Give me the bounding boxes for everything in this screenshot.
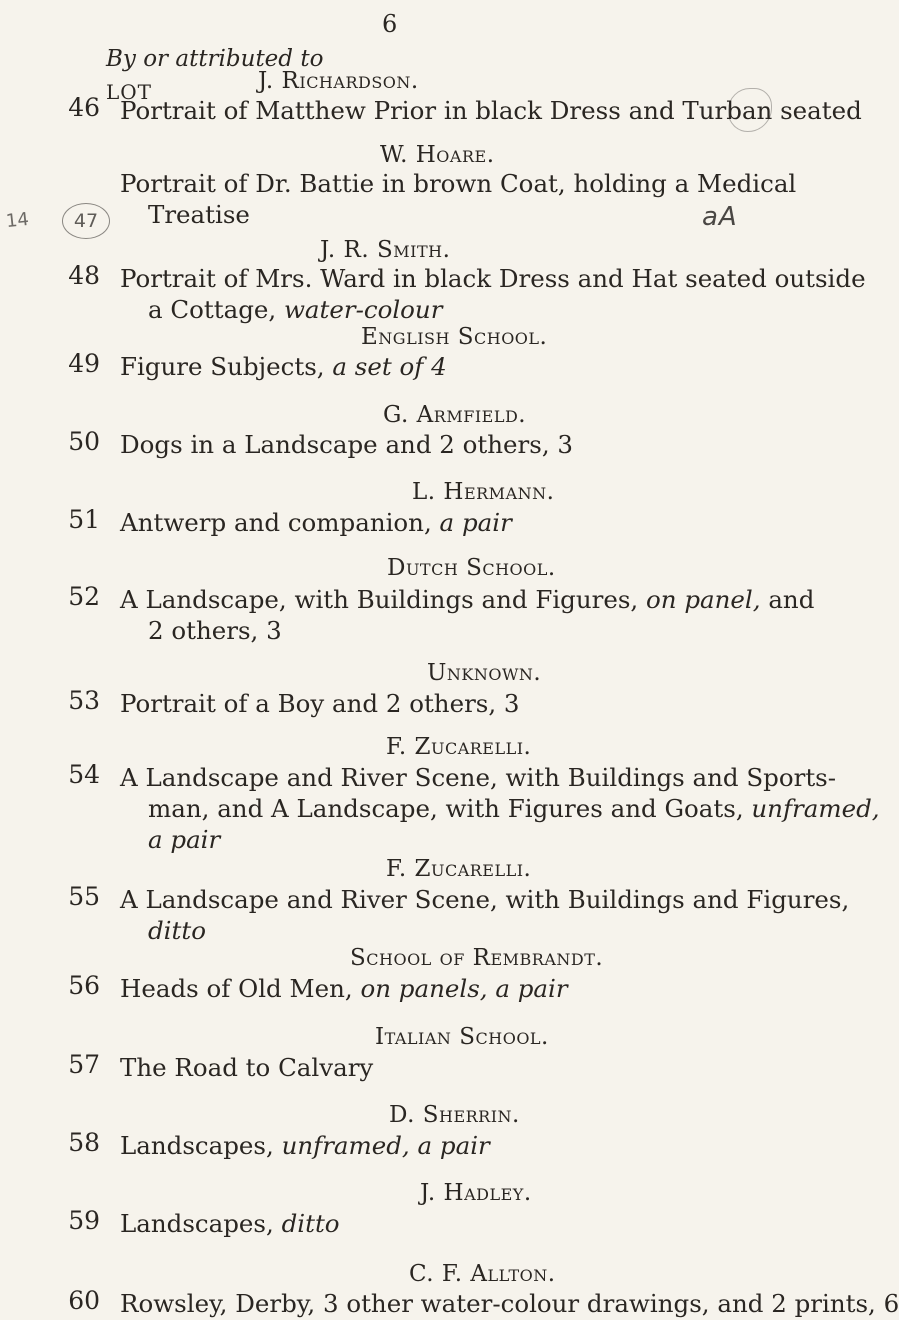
italic-text: unframed, [751,794,880,823]
italic-text: a pair [439,508,512,537]
lot-description-line [120,584,814,615]
lot-column-header: LOT [106,80,153,104]
artist-heading: F. Zucarelli. [386,856,532,882]
artist-heading: W. Hoare. [380,142,495,168]
lot-description-line [120,762,836,793]
lot-description-line [148,793,880,824]
artist-heading: J. Hadley. [420,1180,532,1206]
lot-number: 58 [68,1128,100,1157]
lot-number: 56 [68,971,100,1000]
artist-heading: L. Hermann. [412,479,555,505]
lot-description-line [120,263,866,294]
artist-heading: School of Rembrandt. [350,945,604,971]
italic-text: on panels, a pair [360,974,568,1003]
lot-description-line [120,507,512,538]
artist-heading: Italian School. [375,1024,549,1050]
text: Portrait of Mrs. Ward in black Dress and Hat seated outside [120,264,866,293]
italic-text: water-colour [283,295,443,324]
page-number: 6 [382,10,398,38]
artist-heading: J. Richardson. [258,68,419,94]
text: A Landscape, with Buildings and Figures, [120,585,647,614]
lot-number: 46 [68,93,100,122]
lot-description-line [148,824,220,855]
lot-number: 50 [68,427,100,456]
artist-heading: G. Armfield. [383,402,527,428]
text: Landscapes, [120,1209,282,1238]
italic-text: ditto [281,1209,340,1238]
lot-description-line [120,351,447,382]
text: man, and A Landscape, with Figures and Goats, [148,794,752,823]
text: Figure Subjects, [120,352,333,381]
text: Antwerp and companion, [120,508,440,537]
text: Portrait of Dr. Battie in brown Coat, holding a Medical [120,169,797,198]
lot-description-line [120,1130,490,1161]
lot-number: 55 [68,882,100,911]
text: A Landscape and River Scene, with Buildings and Figures, [120,885,850,914]
handwritten-mark-left: 14 [4,208,30,233]
text: a Cottage, [148,295,284,324]
text: Portrait of Matthew Prior in black Dress and Turban seated [120,96,862,125]
lot-description-line [148,915,206,946]
lot-description-line [148,294,442,325]
lot-number: 59 [68,1206,100,1235]
artist-heading: English School. [361,324,548,350]
text: and [760,585,815,614]
artist-heading: F. Zucarelli. [386,734,532,760]
text: Dogs in a Landscape and 2 others, 3 [120,430,573,459]
lot-description-line [120,884,849,915]
lot-description-line [148,615,282,646]
text: The Road to Calvary [120,1053,374,1082]
italic-text: ditto [148,916,206,945]
artist-heading: D. Sherrin. [389,1102,520,1128]
lot-number: 48 [68,261,100,290]
lot-description-line [120,1208,340,1239]
lot-number: 54 [68,760,100,789]
artist-heading: C. F. Allton. [409,1261,556,1287]
handwritten-mark-right: aA [702,202,738,232]
lot-number: 60 [68,1286,100,1315]
text: Heads of Old Men, [120,974,361,1003]
lot-description-line [120,1288,899,1319]
artist-heading: Dutch School. [387,555,556,581]
lot-description-line [120,1052,373,1083]
attribution-heading: By or attributed to [106,46,324,72]
text: Rowsley, Derby, 3 other water-colour drawings, and 2 prints, 6 [120,1289,899,1318]
lot-number: 52 [68,582,100,611]
artist-heading: J. R. Smith. [320,237,451,263]
lot-description-line [120,429,573,460]
italic-text: a pair [148,825,221,854]
lot-number: 53 [68,686,100,715]
text: Portrait of a Boy and 2 others, 3 [120,689,520,718]
text: Landscapes, [120,1131,282,1160]
lot-description-line [120,168,796,199]
lot-number: 57 [68,1050,100,1079]
lot-description-line [120,973,568,1004]
italic-text: a set of 4 [332,352,447,381]
lot-number: 51 [68,505,100,534]
text: Treatise [148,200,250,229]
text: 2 others, 3 [148,616,282,645]
circled-lot-number: 47 [62,203,110,239]
artist-heading: Unknown. [427,660,542,686]
lot-description-line [120,688,520,719]
lot-description-line [148,199,250,230]
italic-text: unframed, a pair [281,1131,490,1160]
lot-number: 49 [68,349,100,378]
lot-description-line [120,95,862,126]
italic-text: on panel, [646,585,761,614]
text: A Landscape and River Scene, with Buildings and Sports- [120,763,837,792]
